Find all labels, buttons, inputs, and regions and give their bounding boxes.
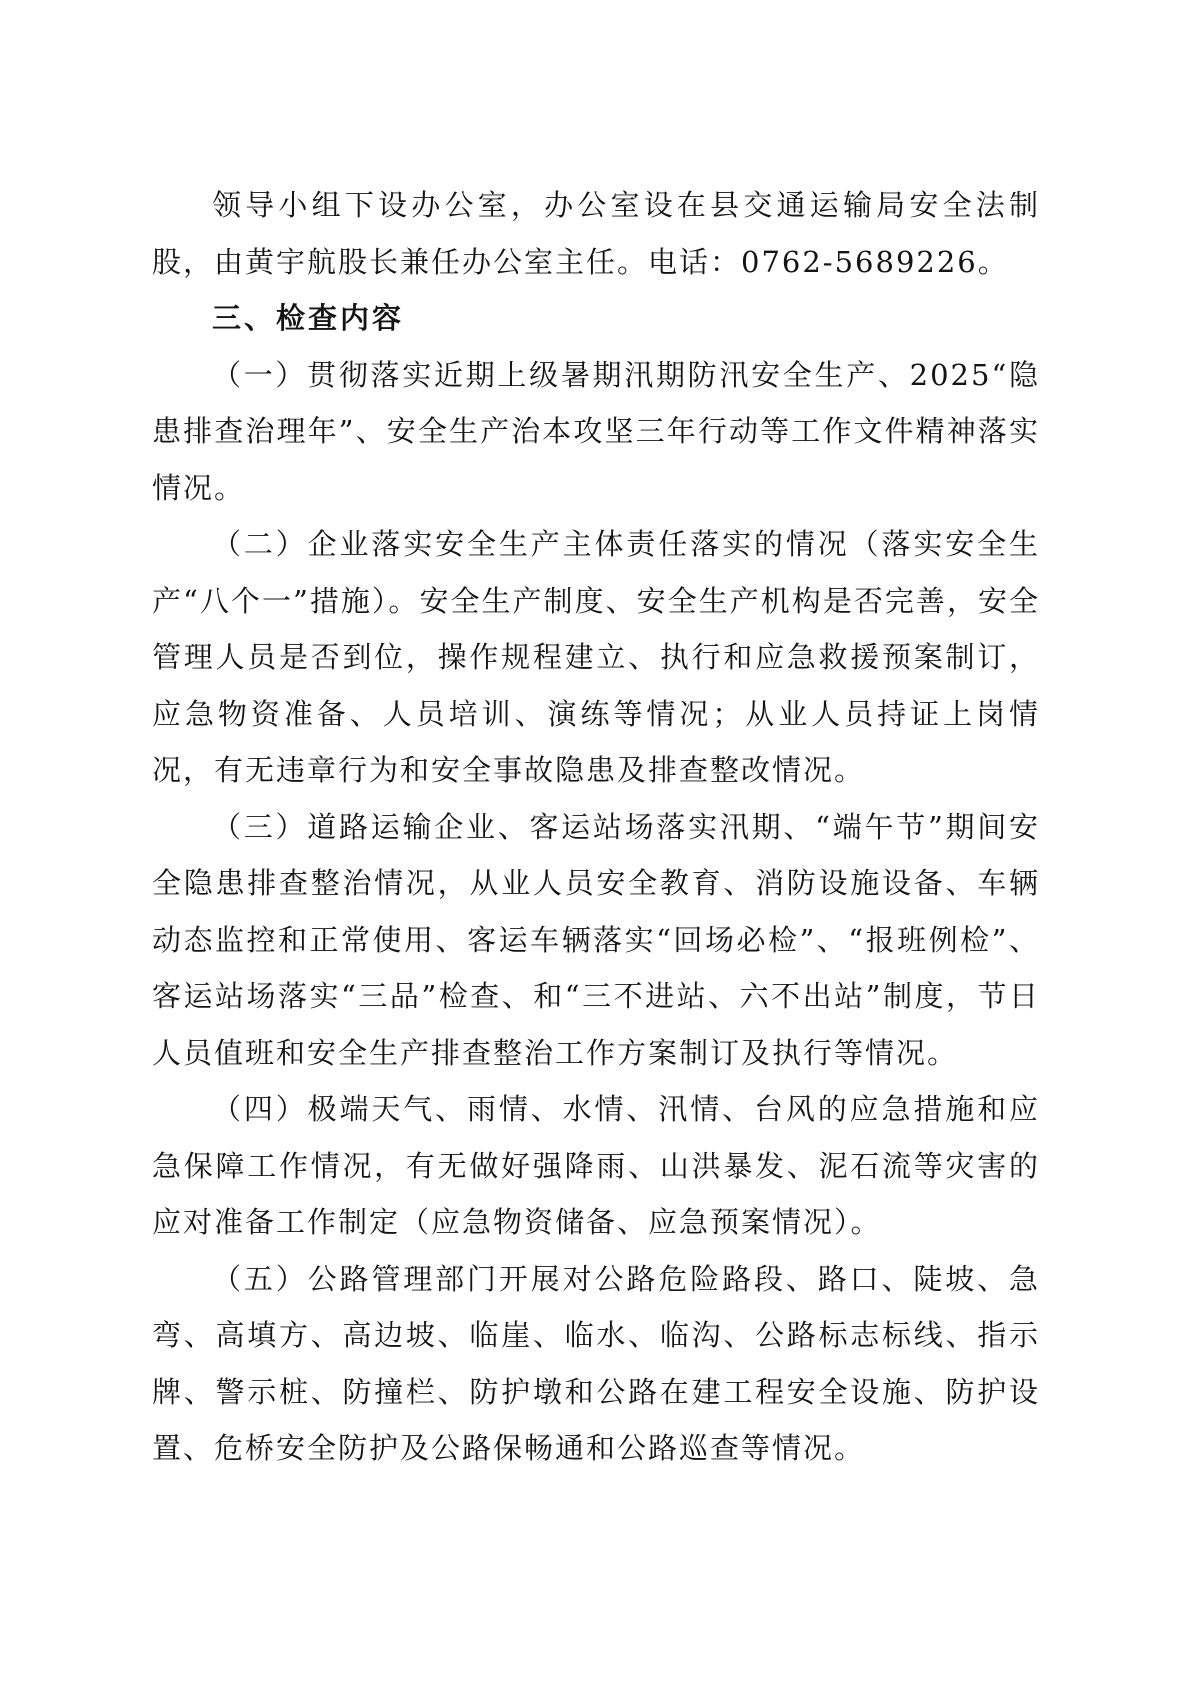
- check-item-2: （二）企业落实安全生产主体责任落实的情况（落实安全生产“八个一”措施）。安全生产制度、安全生产机构是否完善，安全管理人员是否到位，操作规程建立、执行和应急救援预案制订，应急物资准备、人员培训、演练等情况；从业人员持证上岗情况，有无违章行为和安全事故隐患及排查整改情况。: [152, 527, 1040, 787]
- check-item-5: （五）公路管理部门开展对公路危险路段、路口、陡坡、急弯、高填方、高边坡、临崖、临水、临沟、公路标志标线、指示牌、警示桩、防撞栏、防护墩和公路在建工程安全设施、防护设置、危桥安全防护及公路保畅通和公路巡查等情况。: [152, 1261, 1040, 1465]
- intro-paragraph: 领导小组下设办公室，办公室设在县交通运输局安全法制股，由黄宇航股长兼任办公室主任。电话：0762-5689226。: [152, 188, 1040, 279]
- check-item-4: （四）极端天气、雨情、水情、汛情、台风的应急措施和应急保障工作情况，有无做好强降雨、山洪暴发、泥石流等灾害的应对准备工作制定（应急物资储备、应急预案情况）。: [152, 1092, 1040, 1239]
- check-item-3: （三）道路运输企业、客运站场落实汛期、“端午节”期间安全隐患排查整治情况，从业人员安全教育、消防设施设备、车辆动态监控和正常使用、客运车辆落实“回场必检”、“报班例检”、客运站场落实“三品”检查、和“三不进站、六不出站”制度，节日人员值班和安全生产排查整治工作方案制订及执行等情况。: [152, 809, 1040, 1070]
- check-item-1: （一）贯彻落实近期上级暑期汛期防汛安全生产、2025“隐患排查治理年”、安全生产治本攻坚三年行动等工作文件精神落实情况。: [152, 357, 1040, 505]
- document-body: [152, 177, 1040, 1477]
- section-heading: 三、检查内容: [212, 301, 405, 335]
